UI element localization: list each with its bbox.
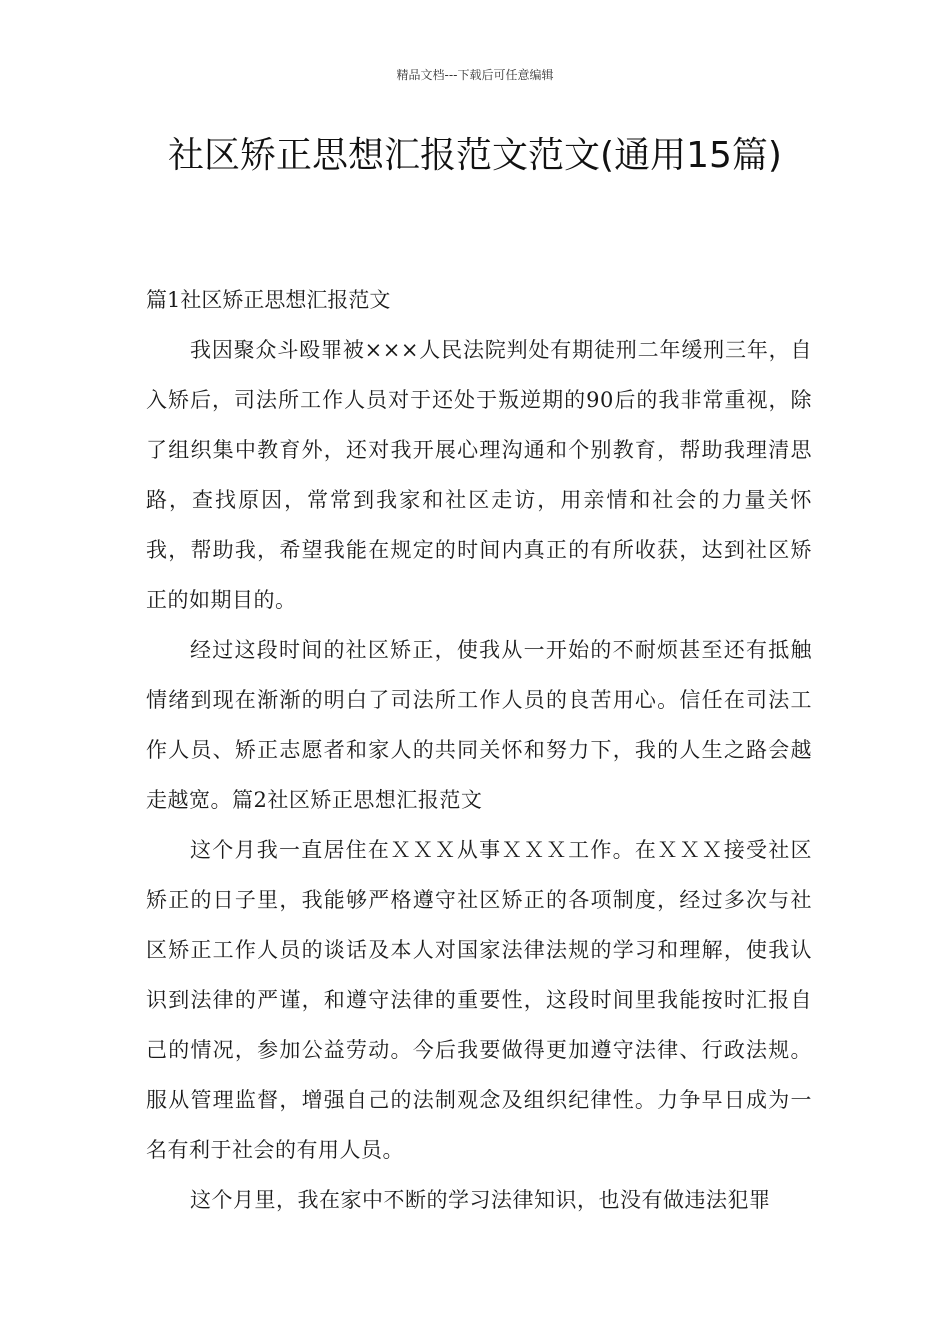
header-note: 精品文档---下载后可任意编辑 [396, 68, 554, 82]
paragraph: 这个月里，我在家中不断的学习法律知识，也没有做违法犯罪 [190, 1188, 771, 1212]
section-heading: 篇1社区矫正思想汇报范文 [146, 288, 391, 312]
document-title: 社区矫正思想汇报范文范文(通用15篇) [168, 135, 782, 176]
document-body [146, 275, 812, 1225]
paragraph: 我因聚众斗殴罪被×××人民法院判处有期徒刑二年缓刑三年，自入矫后，司法所工作人员对于还处于叛逆期的90后的我非常重视，除了组织集中教育外，还对我开展心理沟通和个别教育，帮助我理清思路，查找原因，常常到我家和社区走访，用亲情和社会的力量关怀我，帮助我，希望我能在规定的时间内真正的有所收获，达到社区矫正的如期目的。 [146, 338, 812, 612]
paragraph: 这个月我一直居住在ＸＸＸ从事ＸＸＸ工作。在ＸＸＸ接受社区矫正的日子里，我能够严格遵守社区矫正的各项制度，经过多次与社区矫正工作人员的谈话及本人对国家法律法规的学习和理解，使我认识到法律的严谨，和遵守法律的重要性，这段时间里我能按时汇报自己的情况，参加公益劳动。今后我要做得更加遵守法律、行政法规。服从管理监督，增强自己的法制观念及组织纪律性。力争早日成为一名有利于社会的有用人员。 [146, 838, 812, 1162]
paragraph: 经过这段时间的社区矫正，使我从一开始的不耐烦甚至还有抵触情绪到现在渐渐的明白了司法所工作人员的良苦用心。信任在司法工作人员、矫正志愿者和家人的共同关怀和努力下，我的人生之路会越走越宽。篇2社区矫正思想汇报范文 [146, 638, 812, 812]
